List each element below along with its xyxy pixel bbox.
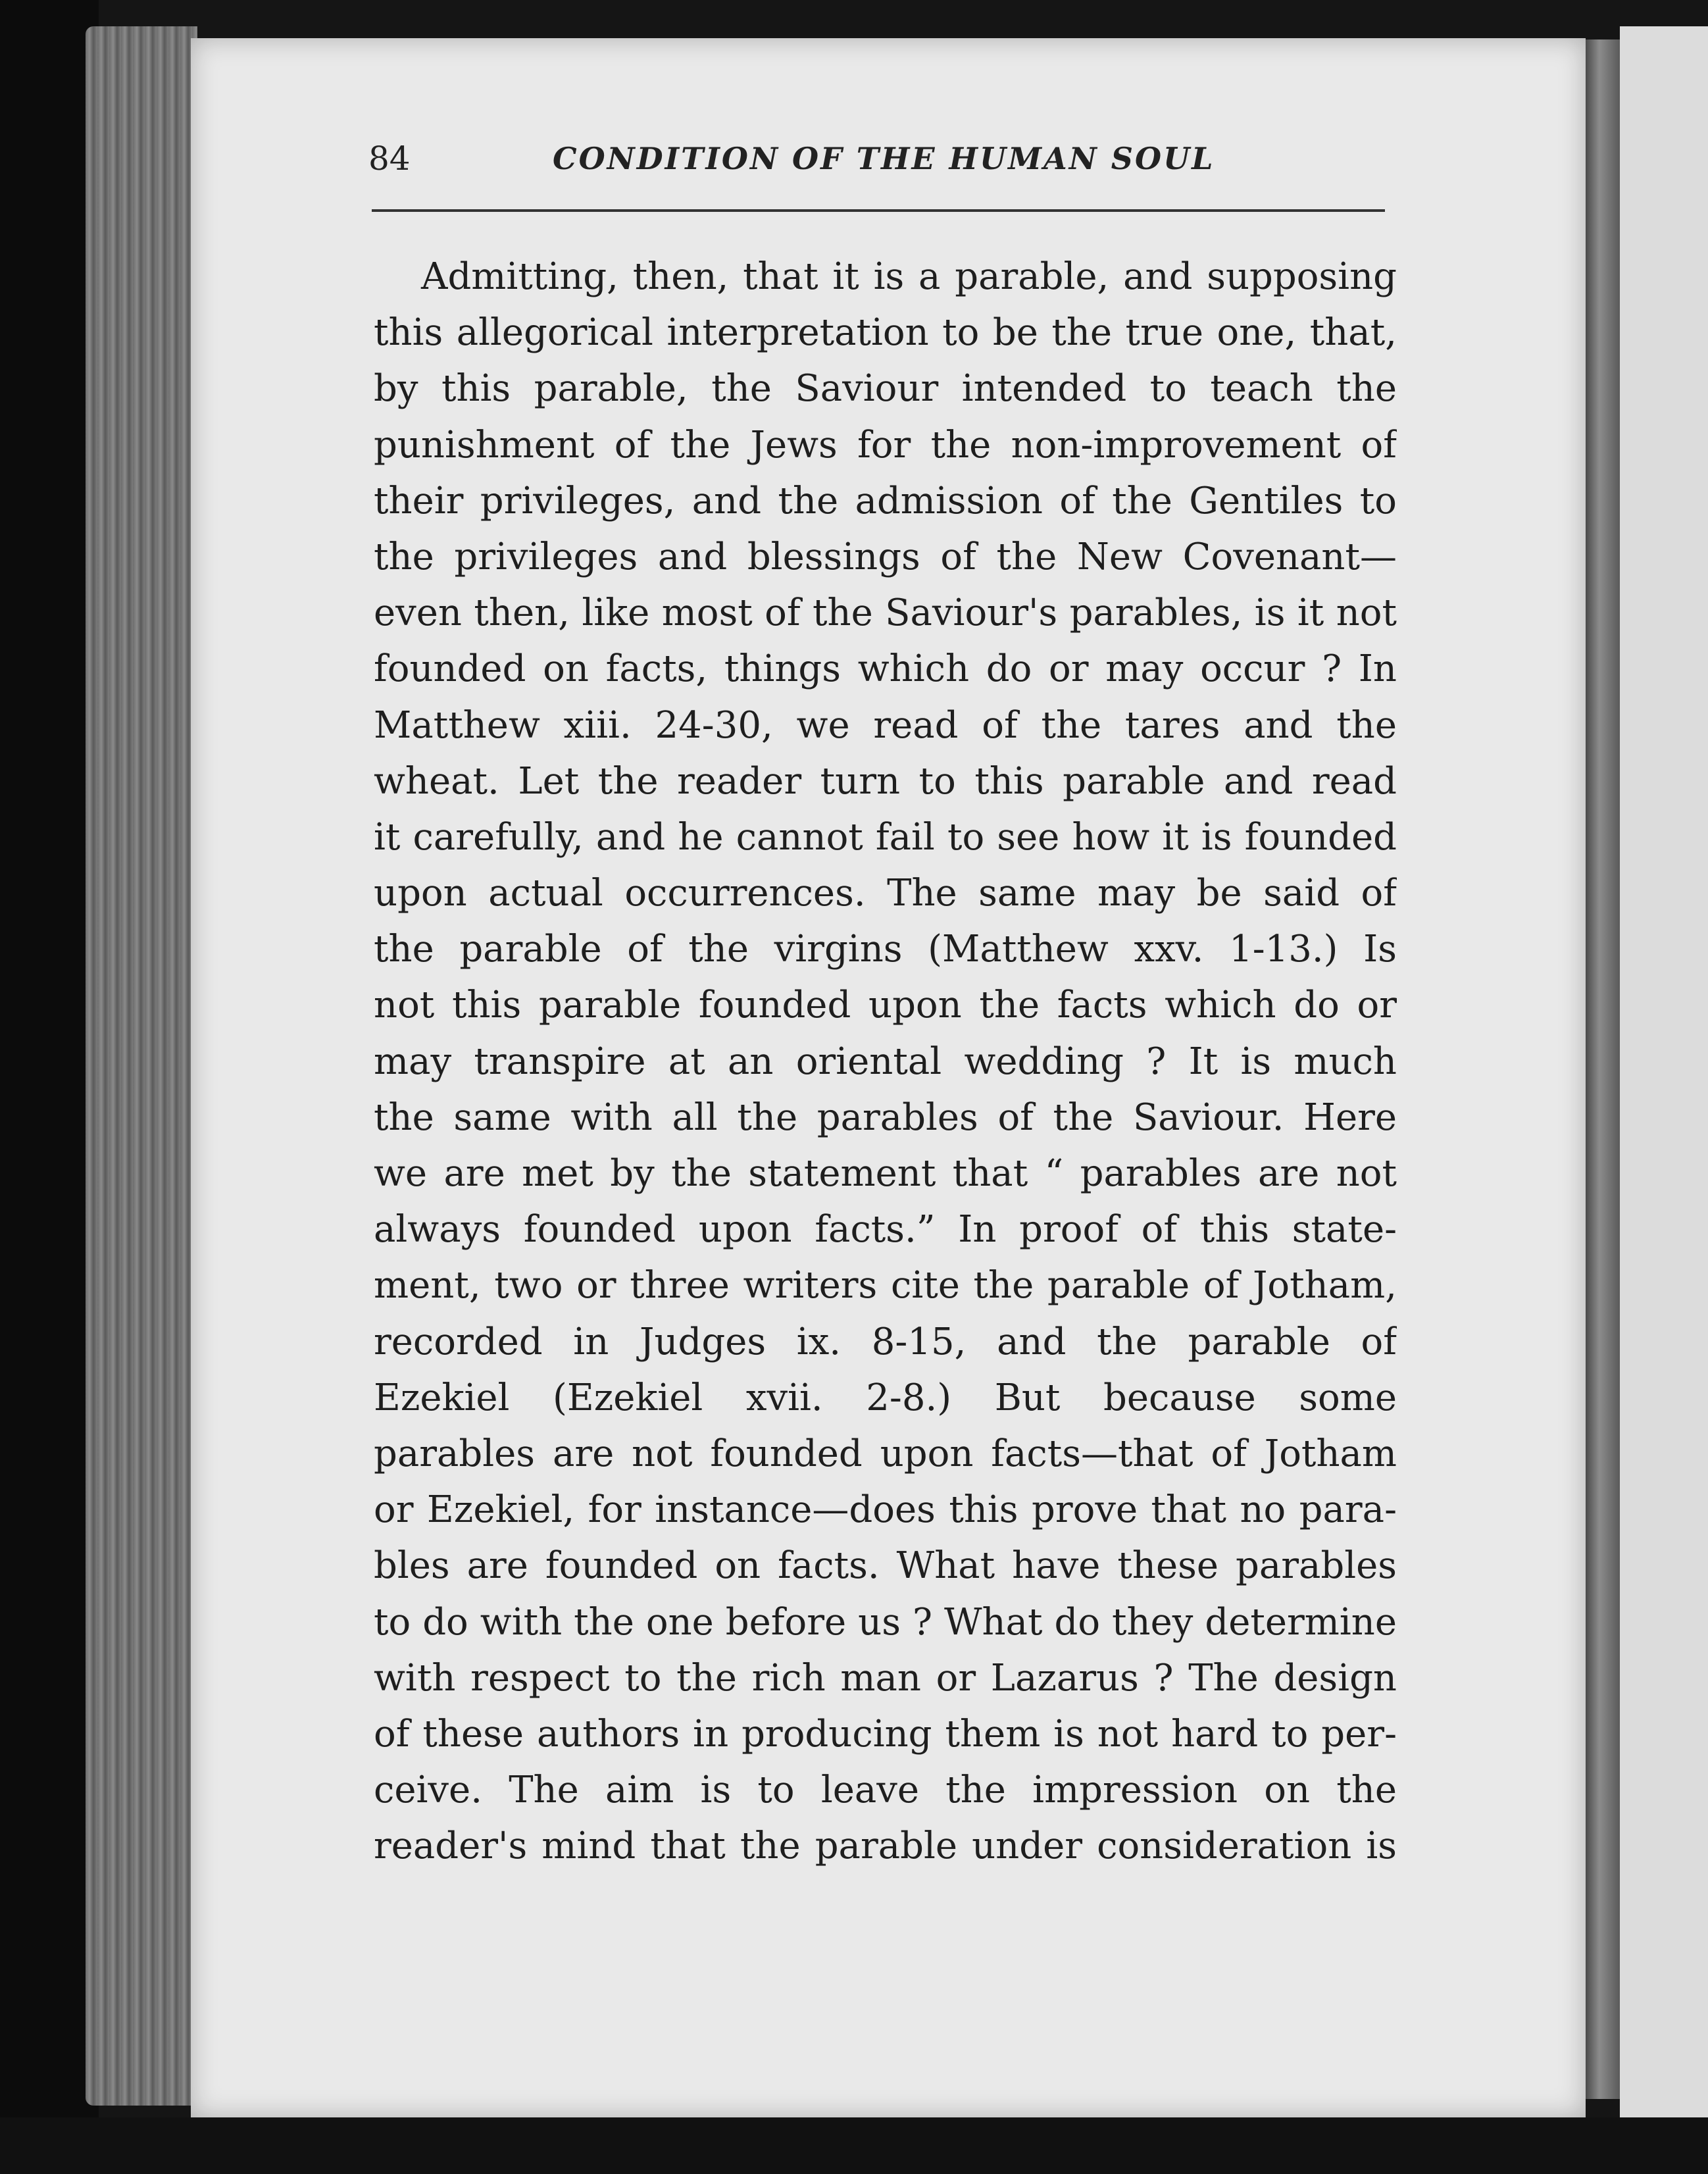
text-line: parables are not founded upon facts—that of Jotham xyxy=(374,1432,1397,1475)
scan-bottom-shadow xyxy=(0,2117,1708,2174)
text-line: or Ezekiel, for instance—does this prove that no para- xyxy=(374,1488,1397,1532)
text-line: even then, like most of the Saviour's parables, is it not xyxy=(374,592,1397,635)
running-title: CONDITION OF THE HUMAN SOUL xyxy=(553,141,1215,176)
text-line: Matthew xiii. 24-30, we read of the tares and the xyxy=(374,703,1397,747)
header-rule xyxy=(372,209,1385,212)
text-line: we are met by the statement that “ parables are not xyxy=(374,1152,1397,1195)
text-line: this allegorical interpretation to be the true one, that, xyxy=(374,311,1397,355)
text-line: ceive. The aim is to leave the impression on the xyxy=(374,1769,1397,1812)
text-line: it carefully, and he cannot fail to see how it is founded xyxy=(374,815,1397,859)
text-line: ment, two or three writers cite the parable of Jotham, xyxy=(374,1264,1397,1307)
body-text xyxy=(374,249,1397,1874)
text-line: not this parable founded upon the facts which do or xyxy=(374,984,1397,1027)
text-line: wheat. Let the reader turn to this parable and read xyxy=(374,759,1397,803)
text-line: upon actual occurrences. The same may be said of xyxy=(374,872,1397,915)
page-number: 84 xyxy=(368,139,411,178)
text-line: recorded in Judges ix. 8-15, and the parable of xyxy=(374,1320,1397,1363)
text-line: always founded upon facts.” In proof of this state- xyxy=(374,1208,1397,1251)
running-head xyxy=(368,136,1382,188)
text-line: with respect to the rich man or Lazarus ? The design xyxy=(374,1656,1397,1700)
text-line: founded on facts, things which do or may occur ? In xyxy=(374,647,1397,691)
text-line: of these authors in producing them is not hard to per- xyxy=(374,1712,1397,1756)
book-gutter xyxy=(1586,39,1620,2099)
text-line: the privileges and blessings of the New Covenant— xyxy=(374,535,1397,578)
text-line: by this parable, the Saviour intended to teach the xyxy=(374,367,1397,411)
text-line: the parable of the virgins (Matthew xxv. 1-13.) Is xyxy=(374,928,1397,971)
text-line: Admitting, then, that it is a parable, and supposing xyxy=(421,255,1397,298)
text-line: punishment of the Jews for the non-improvement of xyxy=(374,423,1397,467)
text-line: the same with all the parables of the Saviour. Here xyxy=(374,1096,1397,1139)
facing-page-edge xyxy=(1620,26,1708,2132)
scan-background xyxy=(0,0,99,2174)
text-line: their privileges, and the admission of the Gentiles to xyxy=(374,479,1397,522)
text-line: Ezekiel (Ezekiel xvii. 2-8.) But because some xyxy=(374,1376,1397,1419)
text-line: reader's mind that the parable under consideration is xyxy=(374,1825,1397,1868)
text-line: may transpire at an oriental wedding ? It is much xyxy=(374,1040,1397,1083)
text-line: bles are founded on facts. What have these parables xyxy=(374,1544,1397,1588)
text-line: to do with the one before us ? What do they determine xyxy=(374,1600,1397,1644)
book-page-edges xyxy=(86,26,197,2106)
